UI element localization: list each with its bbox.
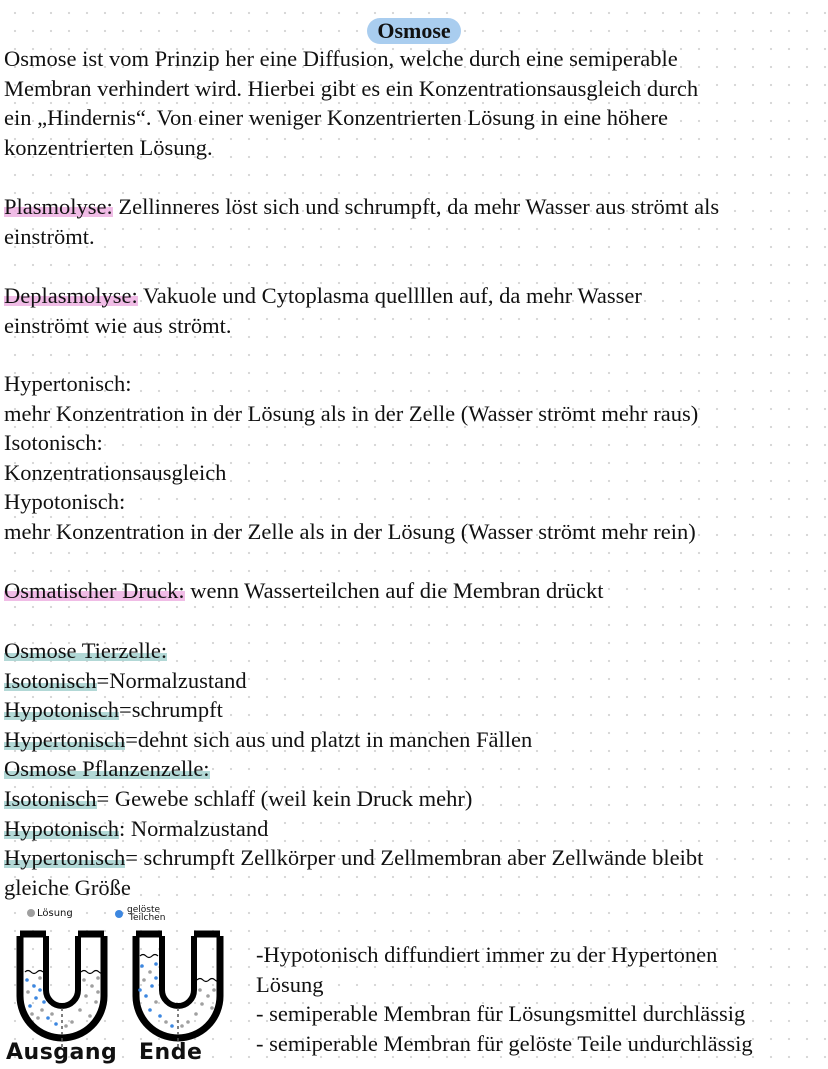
- note-line: - semiperable Membran für gelöste Teile undurchlässig: [256, 1030, 753, 1056]
- particle-dot: [150, 984, 154, 988]
- pflanzenzelle-row-term: Hypertonisch: [4, 845, 126, 871]
- solvent-dot: [194, 1012, 198, 1016]
- particle-dot: [25, 978, 29, 982]
- intro-line: ein „Hindernis“. Von einer weniger Konzentrierten Lösung in eine höhere: [4, 105, 668, 131]
- intro-line: konzentrierten Lösung.: [4, 134, 213, 160]
- particle-dot: [28, 1004, 32, 1008]
- legend-particles-label-2: Teilchen: [129, 913, 166, 923]
- solvent-dot: [88, 1014, 92, 1018]
- plasmolyse-definition: [4, 192, 828, 251]
- pflanzenzelle-row-term: Isotonisch: [4, 785, 97, 811]
- tierzelle-row: [4, 666, 828, 696]
- solvent-dot: [206, 994, 210, 998]
- particle-dot: [170, 1024, 174, 1028]
- solvent-dot: [198, 988, 202, 992]
- deplasmolyse-text: Vakuole und Cytoplasma quellllen auf, da mehr Wasser: [137, 283, 642, 308]
- solvent-dot: [90, 984, 94, 988]
- solvent-dot: [78, 1008, 82, 1012]
- tierzelle-row: [4, 725, 828, 755]
- particle-dot: [148, 1008, 152, 1012]
- solvent-dot: [82, 978, 86, 982]
- deplasmolyse-line-2: einströmt wie aus strömt.: [4, 312, 232, 338]
- particle-dot: [154, 962, 158, 966]
- hypotonisch-heading: Hypotonisch:: [4, 489, 126, 515]
- pflanzenzelle-row-text: : Normalzustand: [119, 815, 269, 841]
- osmotic-pressure-definition: [4, 576, 828, 606]
- legend-particles: [115, 906, 165, 922]
- legend-solution: [27, 909, 73, 919]
- pflanzenzelle-row: [4, 873, 828, 903]
- osmosis-notes: [256, 940, 753, 1058]
- druck-line: [4, 576, 828, 606]
- plasmolyse-line-2: einströmt.: [4, 223, 95, 249]
- legend-particles-label-1: gelöste: [127, 905, 161, 915]
- label-start: Ausgang: [6, 1040, 118, 1065]
- note-line: - semiperable Membran für Lösungsmittel durchlässig: [256, 1001, 746, 1027]
- solvent-dot: [164, 1020, 168, 1024]
- solvent-dot: [200, 1002, 204, 1006]
- intro-line: Membran verhindert wird. Hierbei gibt es ein Konzentrationsausgleich durch: [4, 75, 699, 101]
- solvent-dot: [96, 990, 100, 994]
- note-line: -Hypotonisch diffundiert immer zu der Hypertonen: [256, 942, 718, 967]
- u-tube-diagram: [0, 900, 250, 1069]
- solvent-dot: [70, 1020, 74, 1024]
- particle-dot: [154, 976, 158, 980]
- label-end: Ende: [139, 1040, 203, 1065]
- legend-solution-label: Lösung: [37, 908, 73, 919]
- pflanzenzelle-heading: Osmose Pflanzenzelle:: [4, 756, 210, 782]
- solvent-dot: [142, 978, 146, 982]
- intro-paragraph: [4, 44, 828, 162]
- particle-dot: [42, 1000, 46, 1004]
- solvent-dot: [40, 1008, 44, 1012]
- tonicity-list: [4, 369, 828, 547]
- solvent-dot: [30, 1012, 34, 1016]
- solvent-dot: [26, 990, 30, 994]
- tierzelle-row-term: Hypotonisch: [4, 697, 119, 723]
- blue-dot-icon: [115, 910, 123, 918]
- solvent-dot: [36, 1016, 40, 1020]
- hypotonisch-text: mehr Konzentration in der Zelle als in der Lösung (Wasser strömt mehr rein): [4, 518, 696, 544]
- solvent-dot: [94, 1000, 98, 1004]
- solvent-dot: [84, 994, 88, 998]
- tierzelle-row-term: Isotonisch: [4, 667, 97, 693]
- note-line: Lösung: [256, 971, 324, 997]
- tierzelle-row-text: =dehnt sich aus und platzt in manchen Fällen: [125, 726, 533, 752]
- pflanzenzelle-row: [4, 784, 828, 814]
- solvent-dot: [210, 1006, 214, 1010]
- plasmolyse-term: Plasmolyse:: [4, 194, 113, 219]
- hypertonisch-text: mehr Konzentration in der Lösung als in der Zelle (Wasser strömt mehr raus): [4, 400, 699, 426]
- pflanzenzelle-row-text: gleiche Größe: [4, 874, 131, 900]
- particle-dot: [138, 988, 142, 992]
- particle-dot: [158, 1014, 162, 1018]
- pflanzenzelle-row-term: Hypotonisch: [4, 815, 119, 841]
- plasmolyse-line: [4, 192, 828, 222]
- animal-cell-section: [4, 636, 828, 902]
- solvent-dot: [154, 1000, 158, 1004]
- particle-dot: [46, 1016, 50, 1020]
- isotonisch-text: Konzentrationsausgleich: [4, 459, 227, 485]
- pflanzenzelle-row-text: = schrumpft Zellkörper und Zellmembran aber Zellwände bleibt: [125, 845, 704, 871]
- solvent-dot: [186, 1020, 190, 1024]
- particle-dot: [38, 988, 42, 992]
- hypertonisch-heading: Hypertonisch:: [4, 371, 132, 396]
- particle-dot: [34, 996, 38, 1000]
- tierzelle-heading: Osmose Tierzelle:: [4, 638, 168, 663]
- u-tube-end: [136, 934, 221, 1048]
- tierzelle-row-text: =Normalzustand: [96, 667, 247, 693]
- deplasmolyse-line: [4, 281, 828, 311]
- gray-dot-icon: [27, 909, 35, 917]
- tierzelle-row: [4, 695, 828, 725]
- intro-line: Osmose ist vom Prinzip her eine Diffusion, welche durch eine semiperable: [4, 46, 678, 71]
- page-title: Osmose: [367, 18, 460, 44]
- tierzelle-row-text: =schrumpft: [119, 697, 223, 723]
- pflanzenzelle-row-text: = Gewebe schlaff (weil kein Druck mehr): [96, 785, 473, 811]
- tierzelle-heading-line: [4, 636, 828, 666]
- deplasmolyse-term: Deplasmolyse:: [4, 283, 138, 308]
- druck-text: wenn Wasserteilchen auf die Membran drückt: [184, 578, 604, 603]
- pflanzenzelle-row: [4, 814, 828, 844]
- particles-group: [25, 962, 216, 1028]
- u-tube-start: [20, 934, 105, 1048]
- particle-dot: [144, 994, 148, 998]
- particle-dot: [54, 1022, 58, 1026]
- isotonisch-heading: Isotonisch:: [4, 430, 103, 456]
- solvent-dot: [180, 1024, 184, 1028]
- deplasmolyse-definition: [4, 281, 828, 340]
- title-wrap: [0, 18, 828, 44]
- pflanzenzelle-heading-line: [4, 754, 828, 784]
- particle-dot: [140, 964, 144, 968]
- druck-term: Osmatischer Druck:: [4, 578, 185, 603]
- pflanzenzelle-row: [4, 843, 828, 873]
- plasmolyse-text: Zellinneres löst sich und schrumpft, da mehr Wasser aus strömt als: [112, 194, 720, 219]
- solvent-dot: [96, 976, 100, 980]
- solvent-dot: [50, 1012, 54, 1016]
- solvent-dot: [64, 1024, 68, 1028]
- solvent-dot: [212, 988, 216, 992]
- solvent-dot: [38, 976, 42, 980]
- particle-dot: [32, 984, 36, 988]
- tierzelle-row-term: Hypertonisch: [4, 726, 126, 752]
- solvent-dot: [148, 970, 152, 974]
